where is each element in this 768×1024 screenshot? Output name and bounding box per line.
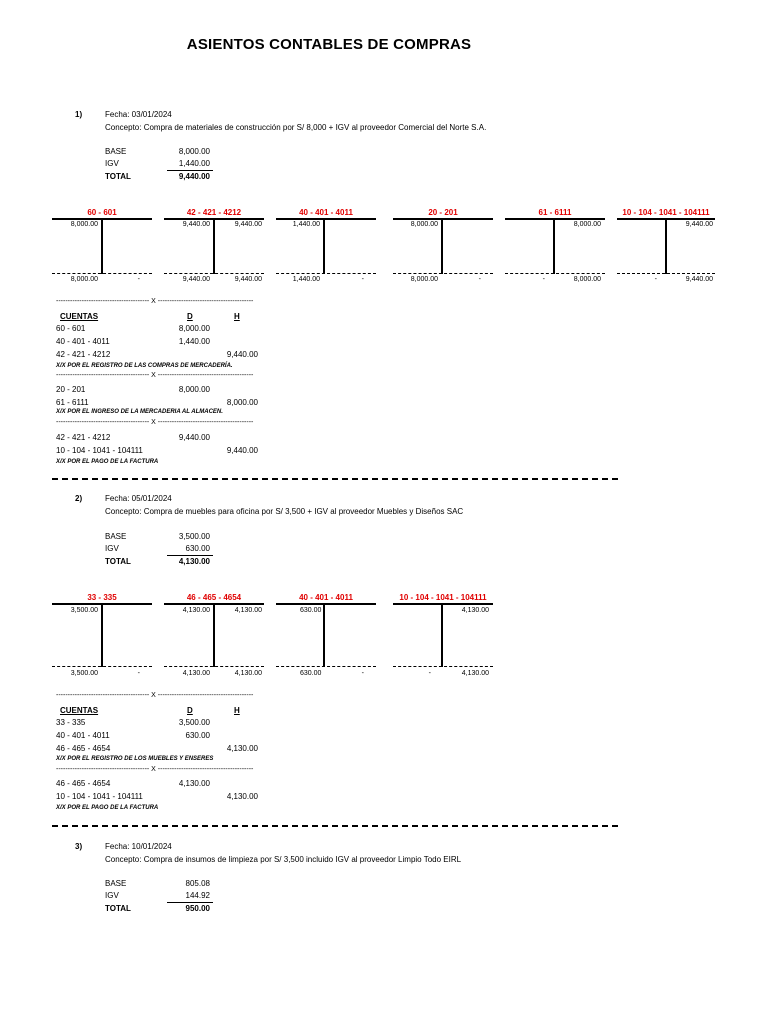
journal-gloss: X/X POR EL REGISTRO DE LOS MUEBLES Y ENSERES <box>56 756 214 762</box>
journal-debit: 8,000.00 <box>178 385 210 394</box>
journal-account: 60 - 601 <box>56 324 86 333</box>
cuentas-header: CUENTAS <box>60 312 99 321</box>
journal-credit: 9,440.00 <box>226 350 258 359</box>
journal-account: 33 - 335 <box>56 718 86 727</box>
t-credit-total: 9,440.00 <box>234 276 262 283</box>
t-debit-total: 4,130.00 <box>182 670 210 677</box>
t-credit-total: - <box>361 670 364 677</box>
t-account-total-rule <box>617 273 715 274</box>
journal-account: 46 - 465 - 4654 <box>56 779 111 788</box>
haber-header: H <box>234 706 240 715</box>
t-debit: 3,500.00 <box>70 607 98 614</box>
t-debit-total: 9,440.00 <box>182 276 210 283</box>
section-divider <box>52 478 618 480</box>
t-account <box>52 593 152 683</box>
t-credit-total: 9,440.00 <box>685 276 713 283</box>
base-label: BASE <box>105 532 127 541</box>
debe-header: D <box>187 312 193 321</box>
t-credit: 9,440.00 <box>685 221 713 228</box>
t-debit-total: 8,000.00 <box>70 276 98 283</box>
t-account <box>164 208 264 288</box>
igv-value: 630.00 <box>185 544 210 553</box>
journal-debit: 3,500.00 <box>178 718 210 727</box>
t-debit: 9,440.00 <box>182 221 210 228</box>
x-separator: ---------------------------------------- X ----------------------------------------- <box>56 298 254 305</box>
base-label: BASE <box>105 147 127 156</box>
journal-credit: 9,440.00 <box>226 446 258 455</box>
t-account-bar <box>276 603 376 605</box>
igv-value: 144.92 <box>185 891 210 900</box>
entry-date: Fecha: 03/01/2024 <box>105 110 172 119</box>
t-account-bar <box>393 603 493 605</box>
t-debit: 8,000.00 <box>410 221 438 228</box>
t-account-title: 42 - 421 - 4212 <box>186 208 242 217</box>
total-value: 950.00 <box>185 904 210 913</box>
entry-concept: Concepto: Compra de muebles para oficina por S/ 3,500 + IGV al proveedor Muebles y Diseños SAC <box>105 507 464 516</box>
t-account-total-rule <box>52 666 152 667</box>
cuentas-header: CUENTAS <box>60 706 99 715</box>
entry-number: 2) <box>75 494 83 503</box>
t-account-stem <box>101 603 103 667</box>
igv-label: IGV <box>105 891 119 900</box>
t-account-stem <box>323 218 325 274</box>
t-account-total-rule <box>52 273 152 274</box>
t-debit-total: - <box>654 276 657 283</box>
t-account-total-rule <box>505 273 605 274</box>
base-value: 8,000.00 <box>178 147 210 156</box>
journal-debit: 8,000.00 <box>178 324 210 333</box>
t-debit-total: 630.00 <box>300 670 322 677</box>
t-debit: 630.00 <box>300 607 322 614</box>
t-debit-total: 8,000.00 <box>410 276 438 283</box>
t-account-stem <box>665 218 667 274</box>
x-separator: ---------------------------------------- X ----------------------------------------- <box>56 372 254 379</box>
journal-account: 10 - 104 - 1041 - 104111 <box>56 792 143 801</box>
t-account-stem <box>213 218 215 274</box>
journal-account: 42 - 421 - 4212 <box>56 350 111 359</box>
journal-account: 61 - 6111 <box>56 398 89 407</box>
t-account <box>505 208 605 288</box>
t-account-stem <box>213 603 215 667</box>
t-credit-total: - <box>478 276 481 283</box>
t-account-stem <box>323 603 325 667</box>
total-rule <box>167 555 213 556</box>
t-credit-total: - <box>361 276 364 283</box>
t-credit: 4,130.00 <box>461 607 489 614</box>
igv-label: IGV <box>105 159 119 168</box>
igv-label: IGV <box>105 544 119 553</box>
t-credit: 8,000.00 <box>573 221 601 228</box>
t-account-total-rule <box>393 666 493 667</box>
x-separator: ---------------------------------------- X ----------------------------------------- <box>56 766 254 773</box>
journal-debit: 4,130.00 <box>178 779 210 788</box>
t-account <box>617 208 715 288</box>
journal-account: 40 - 401 - 4011 <box>56 731 110 740</box>
t-account-bar <box>505 218 605 220</box>
t-debit: 1,440.00 <box>292 221 320 228</box>
t-credit: 9,440.00 <box>234 221 262 228</box>
journal-account: 10 - 104 - 1041 - 104111 <box>56 446 143 455</box>
journal-credit: 8,000.00 <box>226 398 258 407</box>
journal-account: 20 - 201 <box>56 385 86 394</box>
t-account-title: 60 - 601 <box>87 208 117 217</box>
total-value: 9,440.00 <box>178 172 210 181</box>
journal-gloss: X/X POR EL PAGO DE LA FACTURA <box>56 805 159 811</box>
base-value: 3,500.00 <box>178 532 210 541</box>
t-account-total-rule <box>164 666 264 667</box>
t-account-title: 20 - 201 <box>428 208 458 217</box>
t-account <box>393 593 493 683</box>
total-rule <box>167 170 213 171</box>
haber-header: H <box>234 312 240 321</box>
t-account <box>164 593 264 683</box>
t-debit-total: - <box>542 276 545 283</box>
t-debit-total: 1,440.00 <box>292 276 320 283</box>
t-credit: 4,130.00 <box>234 607 262 614</box>
t-debit-total: - <box>428 670 431 677</box>
entry-concept: Concepto: Compra de insumos de limpieza por S/ 3,500 incluido IGV al proveedor Limpio Todo EIRL <box>105 855 462 864</box>
t-account-title: 61 - 6111 <box>538 208 572 217</box>
t-account-bar <box>393 218 493 220</box>
journal-gloss: X/X POR EL INGRESO DE LA MERCADERIA AL ALMACEN. <box>56 409 223 415</box>
section-divider <box>52 825 618 827</box>
t-credit-total: 4,130.00 <box>461 670 489 677</box>
base-value: 805.08 <box>185 879 210 888</box>
t-account-stem <box>441 603 443 667</box>
t-account <box>393 208 493 288</box>
t-account-title: 33 - 335 <box>87 593 117 602</box>
t-credit-total: - <box>137 276 140 283</box>
x-separator: ---------------------------------------- X ----------------------------------------- <box>56 419 254 426</box>
t-account-total-rule <box>393 273 493 274</box>
t-credit-total: - <box>137 670 140 677</box>
journal-debit: 9,440.00 <box>178 433 210 442</box>
t-account-stem <box>101 218 103 274</box>
t-account-stem <box>441 218 443 274</box>
t-account-title: 40 - 401 - 4011 <box>299 208 353 217</box>
debe-header: D <box>187 706 193 715</box>
t-account-total-rule <box>164 273 264 274</box>
t-credit-total: 8,000.00 <box>573 276 601 283</box>
total-label: TOTAL <box>105 172 131 181</box>
entry-date: Fecha: 05/01/2024 <box>105 494 172 503</box>
t-account <box>276 593 376 683</box>
t-account <box>276 208 376 288</box>
total-rule <box>167 902 213 903</box>
entry-number: 1) <box>75 110 83 119</box>
t-debit: 8,000.00 <box>70 221 98 228</box>
t-account-title: 10 - 104 - 1041 - 104111 <box>622 208 710 217</box>
t-debit: 4,130.00 <box>182 607 210 614</box>
x-separator: ---------------------------------------- X ----------------------------------------- <box>56 692 254 699</box>
total-value: 4,130.00 <box>178 557 210 566</box>
total-label: TOTAL <box>105 904 131 913</box>
t-account <box>52 208 152 288</box>
t-credit-total: 4,130.00 <box>234 670 262 677</box>
t-account-bar <box>276 218 376 220</box>
t-account-title: 46 - 465 - 4654 <box>186 593 242 602</box>
t-account-title: 10 - 104 - 1041 - 104111 <box>399 593 487 602</box>
journal-gloss: X/X POR EL PAGO DE LA FACTURA <box>56 459 159 465</box>
journal-gloss: X/X POR EL REGISTRO DE LAS COMPRAS DE MERCADERÍA. <box>56 363 233 369</box>
entry-number: 3) <box>75 842 83 851</box>
journal-debit: 1,440.00 <box>178 337 210 346</box>
journal-debit: 630.00 <box>185 731 210 740</box>
page-title: ASIENTOS CONTABLES DE COMPRAS <box>186 36 472 53</box>
t-account-stem <box>553 218 555 274</box>
t-account-total-rule <box>276 666 376 667</box>
total-label: TOTAL <box>105 557 131 566</box>
base-label: BASE <box>105 879 127 888</box>
entry-concept: Concepto: Compra de materiales de construcción por S/ 8,000 + IGV al proveedor Comercial del Norte S.A. <box>105 123 487 132</box>
journal-account: 46 - 465 - 4654 <box>56 744 111 753</box>
journal-credit: 4,130.00 <box>226 792 258 801</box>
journal-account: 40 - 401 - 4011 <box>56 337 110 346</box>
t-account-title: 40 - 401 - 4011 <box>299 593 353 602</box>
journal-credit: 4,130.00 <box>226 744 258 753</box>
journal-account: 42 - 421 - 4212 <box>56 433 111 442</box>
entry-date: Fecha: 10/01/2024 <box>105 842 172 851</box>
t-account-total-rule <box>276 273 376 274</box>
igv-value: 1,440.00 <box>178 159 210 168</box>
t-debit-total: 3,500.00 <box>70 670 98 677</box>
